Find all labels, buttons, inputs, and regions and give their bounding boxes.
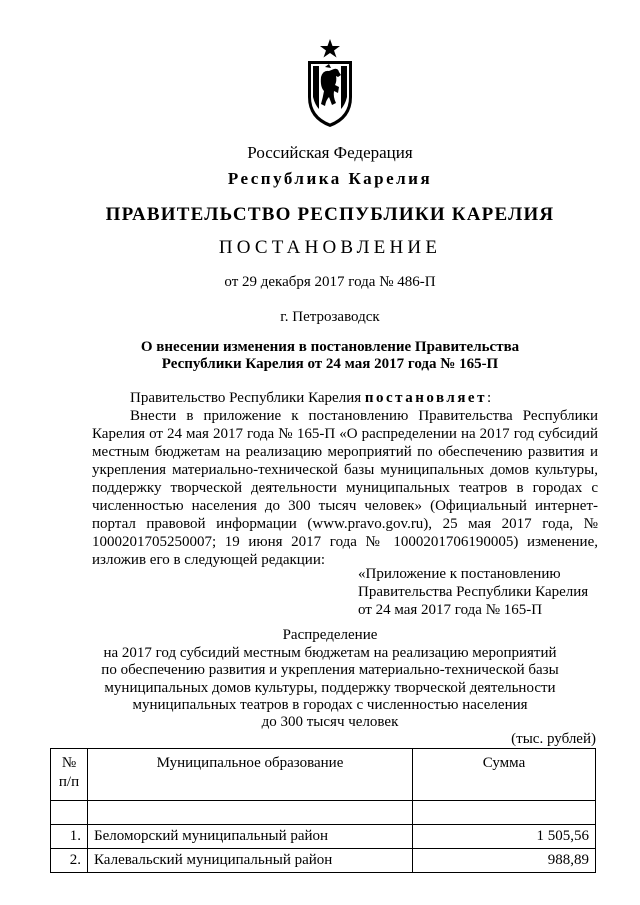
row-sum: 1 505,56 (413, 825, 596, 849)
table-row (51, 849, 596, 873)
preamble-text: Правительство Республики Карелия (130, 390, 365, 406)
main-paragraph: Внести в приложение к постановлению Правительства Республики Карелия от 24 мая 2017 года № 165-П «О распределении на 2017 год субсидий местным бюджетам на реализацию мероприятий по обеспечению развития и укрепления материально-технической базы муниципальных домов культуры, поддержку творческой деятельности муниципальных театров в городах с численностью населения до 300 тысяч человек» (Официальный интернет-портал правовой информации (www.pravo.gov.ru), 25 мая 2017 года, № 1000201705250007; 19 июня 2017 года № 1000201706190005) изменение, изложив его в следующей редакции: (92, 408, 598, 568)
country-name: Российская Федерация (247, 143, 413, 162)
document-subject (40, 339, 620, 373)
distribution-line: муниципальных домов культуры, поддержку творческой деятельности (104, 679, 556, 696)
row-num: 1. (51, 825, 88, 849)
table-spacer-row (51, 801, 596, 825)
document-type: ПОСТАНОВЛЕНИЕ (218, 237, 442, 258)
republic-name: Республика Карелия (227, 169, 433, 188)
subject-line-1: О внесении изменения в постановление Правительства (140, 339, 520, 355)
header-num: № п/п (51, 749, 88, 801)
distribution-title: Распределение (282, 627, 378, 643)
appendix-line-3: от 24 мая 2017 года № 165-П (358, 602, 543, 618)
row-num: 2. (51, 849, 88, 873)
distribution-line: по обеспечению развития и укрепления материально-технической базы (101, 662, 559, 679)
units-label: (тыс. рублей) (511, 731, 596, 747)
table-header-row (51, 749, 596, 801)
row-sum: 988,89 (413, 849, 596, 873)
subject-line-2: Республики Карелия от 24 мая 2017 года № 165-П (161, 356, 499, 372)
header-name: Муниципальное образование (88, 749, 413, 801)
preamble-end: : (486, 390, 492, 406)
coat-of-arms-icon (305, 37, 355, 129)
distribution-line: муниципальных театров в городах с численностью населения (132, 696, 528, 713)
government-title: ПРАВИТЕЛЬСТВО РЕСПУБЛИКИ КАРЕЛИЯ (105, 204, 555, 225)
document-date-number: от 29 декабря 2017 года № 486-П (224, 274, 436, 290)
distribution-line: до 300 тысяч человек (261, 714, 399, 731)
appendix-line-2: Правительства Республики Карелия (358, 584, 589, 600)
row-name: Калевальский муниципальный район (88, 849, 413, 873)
document-city: г. Петрозаводск (280, 309, 380, 325)
distribution-subtitle (40, 645, 620, 731)
distribution-line: на 2017 год субсидий местным бюджетам на реализацию мероприятий (103, 645, 557, 661)
table-row (51, 825, 596, 849)
distribution-table (50, 748, 596, 873)
preamble (92, 389, 598, 407)
row-name: Беломорский муниципальный район (88, 825, 413, 849)
appendix-line-1: «Приложение к постановлению (358, 566, 561, 582)
header-sum: Сумма (413, 749, 596, 801)
appendix-reference (358, 565, 608, 619)
decree-word: постановляет (364, 390, 487, 406)
